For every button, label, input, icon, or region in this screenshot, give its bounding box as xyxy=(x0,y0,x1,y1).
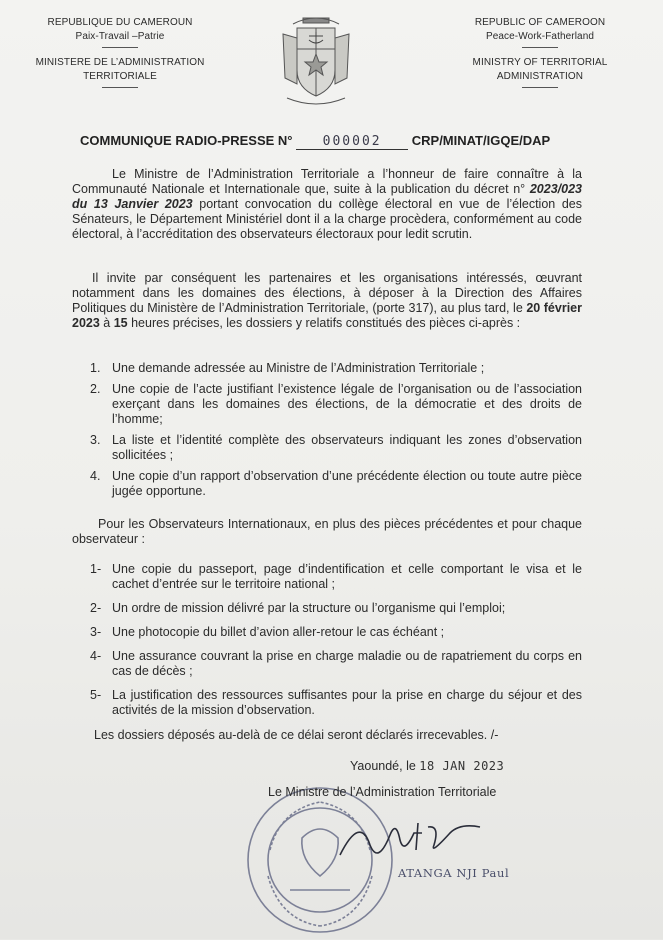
international-documents-list xyxy=(90,562,582,727)
list-number: 2. xyxy=(90,382,101,396)
communique-number: 000002 xyxy=(296,134,408,150)
list-text: Une copie du passeport, page d’indentification et celle comportant le visa et le cachet d’entrée sur le territoire national ; xyxy=(112,562,582,591)
list-number: 3- xyxy=(90,625,102,639)
list-number: 2- xyxy=(90,601,102,615)
header-left xyxy=(20,16,220,88)
ministry-en-line1: MINISTRY OF TERRITORIAL xyxy=(472,57,608,68)
paragraph-text: Il invite par conséquent les partenaires et les organisations intéressés, œuvrant notamment dans les domaines des élections, à déposer à la Direction des Affaires Politiques du Ministère de l’Administration Territoriale, (porte 317), au plus tard, le xyxy=(72,271,582,315)
date-stamp: 18 JAN 2023 xyxy=(419,759,505,773)
ministry-fr-line1: MINISTERE DE L’ADMINISTRATION xyxy=(35,57,205,68)
list-number: 5- xyxy=(90,688,102,702)
paragraph-intro xyxy=(72,167,582,242)
communique-title xyxy=(80,133,600,150)
minister-title: Le Ministre de l’Administration Territoriale xyxy=(268,785,497,799)
country-fr: REPUBLIQUE DU CAMEROUN xyxy=(47,17,193,28)
closing-statement: Les dossiers déposés au-delà de ce délai seront déclarés irrecevables. /- xyxy=(94,728,499,742)
list-number: 4. xyxy=(90,469,101,483)
place-date xyxy=(350,759,504,773)
deadline-hour: 15 xyxy=(113,316,128,330)
list-number: 3. xyxy=(90,433,101,447)
list-item xyxy=(90,469,582,499)
list-item xyxy=(90,688,582,718)
motto-en: Peace-Work-Fatherland xyxy=(485,31,595,42)
list-text: Une copie de l’acte justifiant l’existence légale de l’organisation ou de l’association exerçant dans les domaines des élections, de la démocratie et des droits de l’homme; xyxy=(112,382,582,426)
list-text: Une copie d’un rapport d’observation d’une précédente élection ou toute autre pièce jugée opportune. xyxy=(112,469,582,498)
required-documents-list xyxy=(90,361,582,499)
minister-name: ATANGA NJI Paul xyxy=(398,866,510,880)
ministry-fr-line2: TERRITORIALE xyxy=(83,71,157,82)
list-item xyxy=(90,382,582,427)
list-item xyxy=(90,625,582,640)
paragraph-text: heures précises, les dossiers y relatifs constitués des pièces ci-après : xyxy=(127,316,521,330)
title-suffix: CRP/MINAT/IGQE/DAP xyxy=(411,133,551,148)
list-number: 1- xyxy=(90,562,102,576)
deadline-date: 20 février 2023 xyxy=(72,301,582,330)
ministry-en-line2: ADMINISTRATION xyxy=(496,71,584,82)
place-text: Yaoundé, le xyxy=(350,759,420,773)
list-item xyxy=(90,433,582,463)
divider xyxy=(102,87,138,88)
motto-fr: Paix-Travail –Patrie xyxy=(75,31,165,42)
country-en: REPUBLIC OF CAMEROON xyxy=(474,17,606,28)
paragraph-text: portant convocation du collège électoral en vue de l’élection des Sénateurs, le Département Ministériel dont il a la charge procèdera, conformément au code électoral, à l’accréditation des observateurs électoraux pour ledit scrutin. xyxy=(72,197,583,241)
list-text: Une demande adressée au Ministre de l’Administration Territoriale ; xyxy=(112,361,485,375)
signature-icon xyxy=(330,805,490,875)
paragraph-international: Pour les Observateurs Internationaux, en plus des pièces précédentes et pour chaque observateur : xyxy=(72,517,582,546)
list-number: 1. xyxy=(90,361,101,375)
cameroon-coat-of-arms-icon xyxy=(273,14,359,110)
header-right xyxy=(440,16,640,88)
paragraph-text: Le Ministre de l’Administration Territoriale a l’honneur de faire connaître à la Communauté Nationale et Internationale que, suite à la publication du décret n° xyxy=(72,167,582,196)
list-item xyxy=(90,601,582,616)
list-item xyxy=(90,562,582,592)
divider xyxy=(522,87,558,88)
paragraph-text: à xyxy=(99,316,114,330)
list-item xyxy=(90,361,582,376)
decree-reference: 2023/023 du 13 Janvier 2023 xyxy=(72,182,582,211)
list-text: Une photocopie du billet d’avion aller-retour le cas échéant ; xyxy=(112,625,445,639)
list-text: Une assurance couvrant la prise en charge maladie ou de rapatriement du corps en cas de décès ; xyxy=(112,649,582,678)
title-prefix: COMMUNIQUE RADIO-PRESSE N° xyxy=(80,133,293,148)
list-item xyxy=(90,649,582,679)
paragraph-invitation xyxy=(72,271,582,331)
list-text: Un ordre de mission délivré par la structure ou l’organisme qui l’emploi; xyxy=(112,601,506,615)
list-text: La liste et l’identité complète des observateurs indiquant les zones d’observation sollicitées ; xyxy=(112,433,582,462)
list-text: La justification des ressources suffisantes pour la prise en charge du séjour et des activités de la mission d’observation. xyxy=(112,688,582,717)
list-number: 4- xyxy=(90,649,102,663)
